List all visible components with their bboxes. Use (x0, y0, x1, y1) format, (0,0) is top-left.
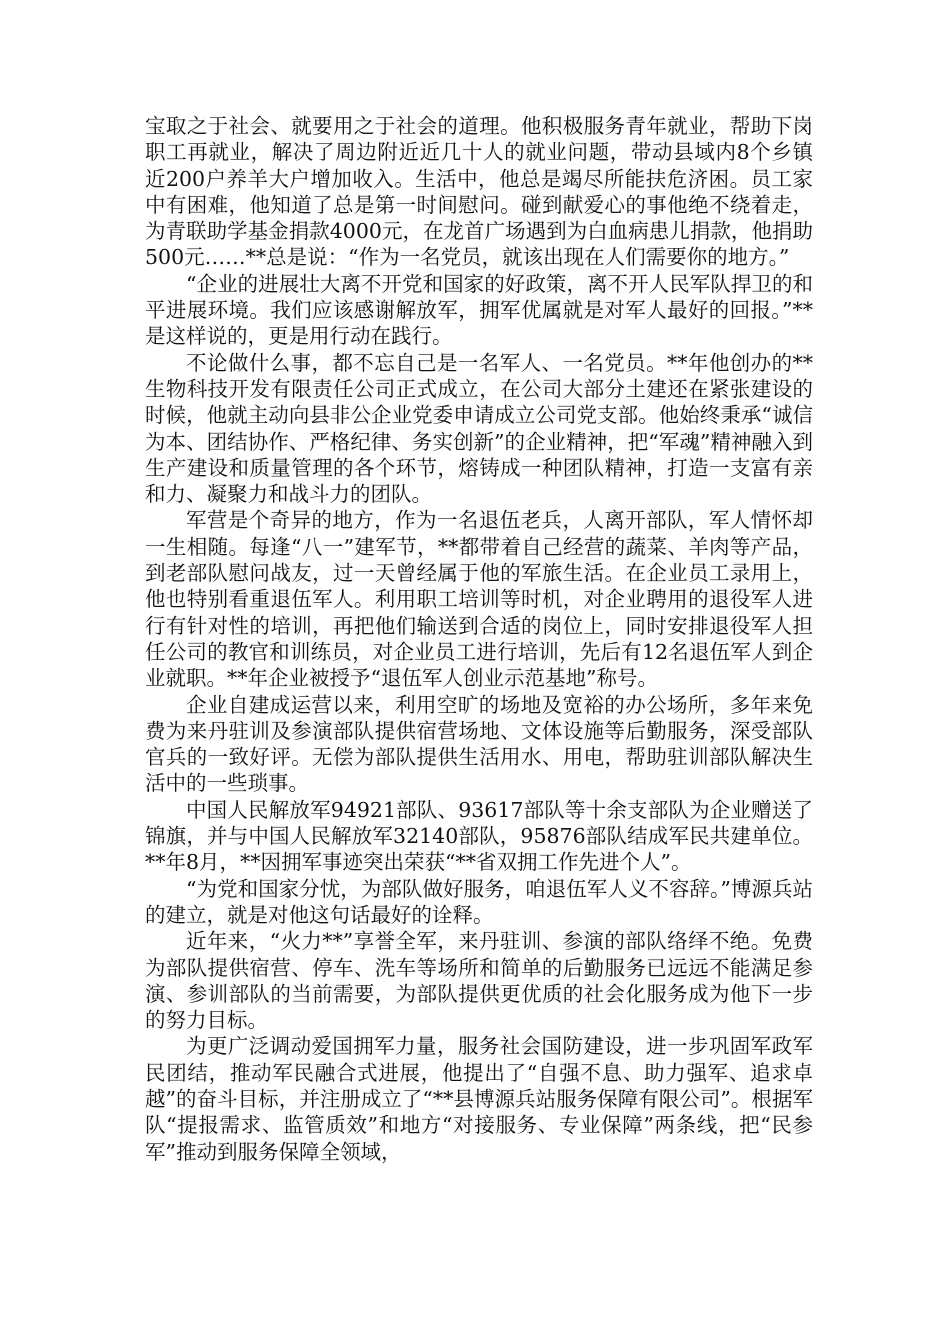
paragraph-3: 不论做什么事，都不忘自己是一名军人、一名党员。**年他创办的**生物科技开发有限责任公司正式成立，在公司大部分土建还在紧张建设的时候，他就主动向县非公企业党委申请成立公司党支部。他始终秉承“诚信为本、团结协作、严格纪律、务实创新”的企业精神，把“军魂”精神融入到生产建设和质量管理的各个环节，熔铸成一种团队精神，打造一支富有亲和力、凝聚力和战斗力的团队。 (145, 350, 813, 507)
paragraph-7: “为党和国家分忧，为部队做好服务，咱退伍军人义不容辞。”博源兵站的建立，就是对他这句话最好的诠释。 (145, 876, 813, 927)
paragraph-4: 军营是个奇异的地方，作为一名退伍老兵，人离开部队，军人情怀却一生相随。每逢“八一”建军节，**都带着自己经营的蔬菜、羊肉等产品，到老部队慰问战友，过一天曾经属于他的军旅生活。在企业员工录用上，他也特别看重退伍军人。利用职工培训等时机，对企业聘用的退役军人进行有针对性的培训，再把他们输送到合适的岗位上，同时安排退役军人担任公司的教官和训练员，对企业员工进行培训，先后有12名退伍军人到企业就职。**年企业被授予“退伍军人创业示范基地”称号。 (145, 508, 813, 691)
paragraph-9: 为更广泛调动爱国拥军力量，服务社会国防建设，进一步巩固军政军民团结，推动军民融合式进展，他提出了“自强不息、助力强军、追求卓越”的奋斗目标，并注册成立了“**县博源兵站服务保障有限公司”。根据军队“提报需求、监管质效”和地方“对接服务、专业保障”两条线，把“民参军”推动到服务保障全领域， (145, 1034, 813, 1164)
document-page (145, 113, 813, 1165)
paragraph-2: “企业的进展壮大离不开党和国家的好政策，离不开人民军队捍卫的和平进展环境。我们应该感谢解放军，拥军优属就是对军人最好的回报。”**是这样说的，更是用行动在践行。 (145, 271, 813, 349)
paragraph-6: 中国人民解放军94921部队、93617部队等十余支部队为企业赠送了锦旗，并与中国人民解放军32140部队，95876部队结成军民共建单位。**年8月，**因拥军事迹突出荣获“**省双拥工作先进个人”。 (145, 797, 813, 875)
paragraph-8: 近年来，“火力**”享誉全军，来丹驻训、参演的部队络绎不绝。免费为部队提供宿营、停车、洗车等场所和简单的后勤服务已远远不能满足参演、参训部队的当前需要，为部队提供更优质的社会化服务成为他下一步的努力目标。 (145, 929, 813, 1033)
paragraph-1: 宝取之于社会、就要用之于社会的道理。他积极服务青年就业，帮助下岗职工再就业，解决了周边附近近几十人的就业问题，带动县域内8个乡镇近200户养羊大户增加收入。生活中，他总是竭尽所能扶危济困。员工家中有困难，他知道了总是第一时间慰问。碰到献爱心的事他绝不绕着走，为青联助学基金捐款4000元，在龙首广场遇到为白血病患儿捐款，他捐助500元……**总是说：“作为一名党员，就该出现在人们需要你的地方。” (145, 114, 813, 270)
paragraph-5: 企业自建成运营以来，利用空旷的场地及宽裕的办公场所，多年来免费为来丹驻训及参演部队提供宿营场地、文体设施等后勤服务，深受部队官兵的一致好评。无偿为部队提供生活用水、用电，帮助驻训部队解决生活中的一些琐事。 (145, 692, 813, 796)
